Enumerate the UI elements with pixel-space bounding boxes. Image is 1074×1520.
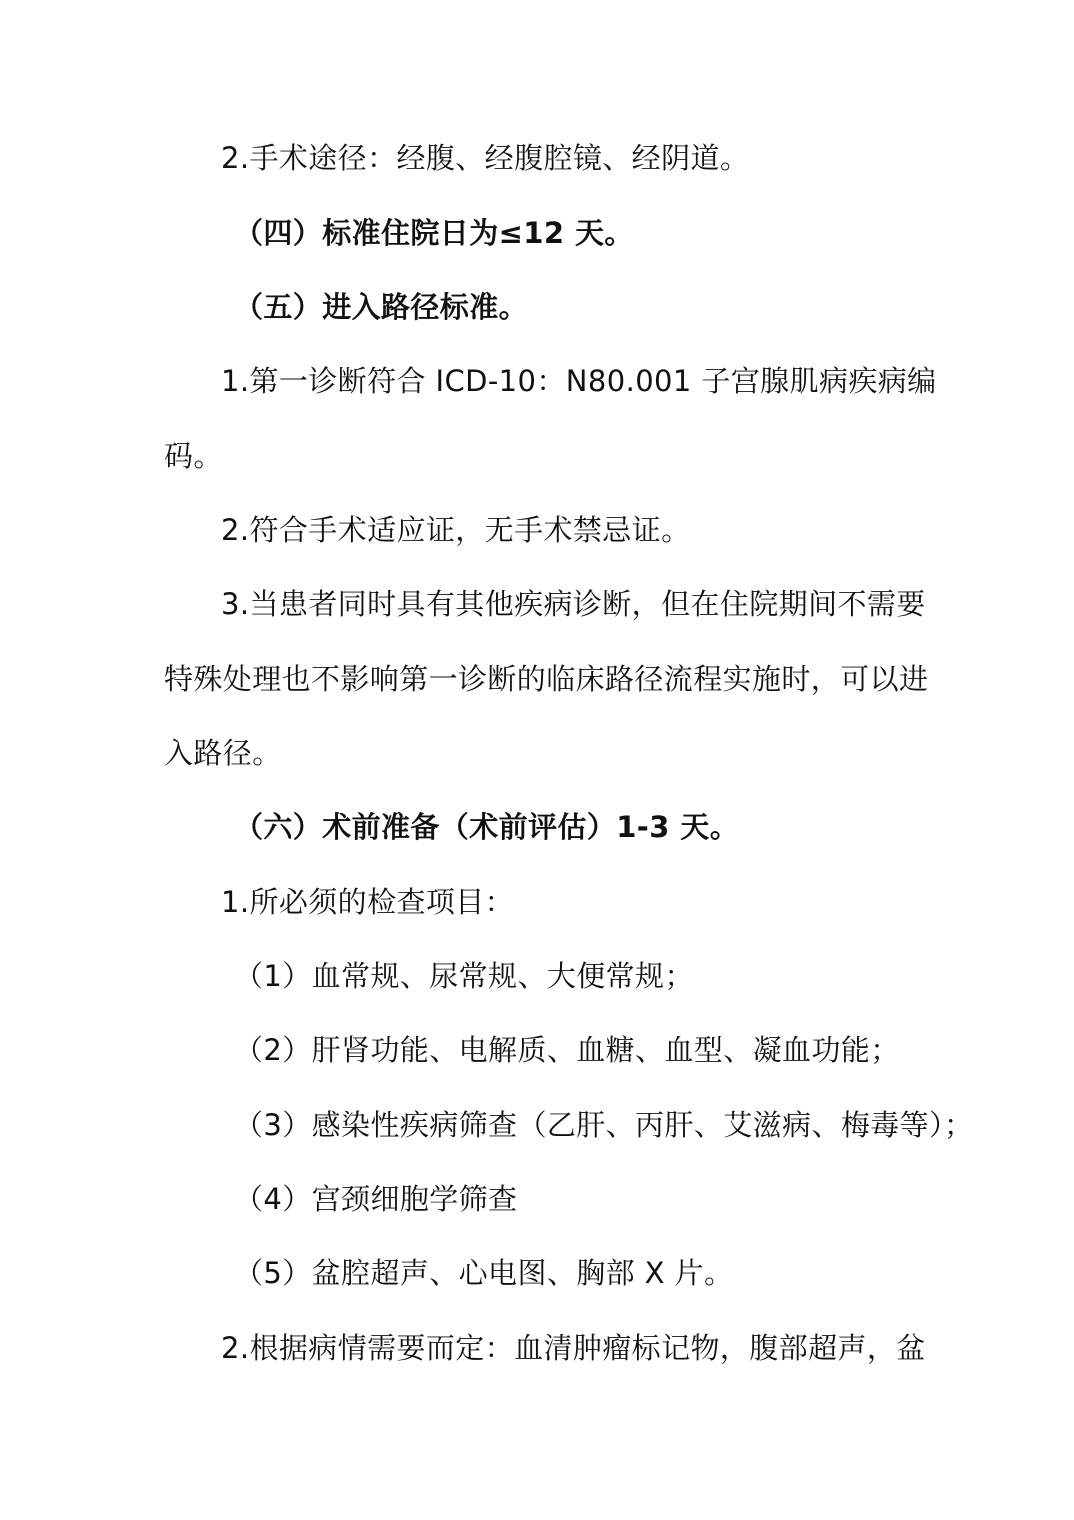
diagnosis-code-line: 1.第一诊断符合 ICD-10：N80.001 子宫腺肌病疾病编	[221, 364, 937, 398]
exam-item-5: （5）盆腔超声、心电图、胸部 X 片。	[234, 1256, 734, 1290]
exam-item-2: （2）肝肾功能、电解质、血糖、血型、凝血功能；	[234, 1033, 900, 1067]
exam-item-4: （4）宫颈细胞学筛查	[234, 1182, 518, 1216]
optional-exams-line: 2.根据病情需要而定：血清肿瘤标记物，腹部超声，盆	[221, 1331, 926, 1365]
exam-item-1: （1）血常规、尿常规、大便常规；	[234, 959, 694, 993]
section-six-heading: （六）术前准备（术前评估）1-3 天。	[234, 810, 740, 844]
section-four-heading: （四）标准住院日为≤12 天。	[234, 216, 634, 250]
section-five-heading: （五）进入路径标准。	[234, 290, 529, 324]
other-diagnosis-end: 入路径。	[164, 736, 282, 770]
surgery-approach-line: 2.手术途径：经腹、经腹腔镜、经阴道。	[221, 141, 750, 175]
other-diagnosis-line: 3.当患者同时具有其他疾病诊断，但在住院期间不需要	[221, 587, 926, 621]
other-diagnosis-continuation: 特殊处理也不影响第一诊断的临床路径流程实施时，可以进	[164, 662, 929, 696]
required-exams-heading: 1.所必须的检查项目：	[221, 885, 515, 919]
exam-item-3: （3）感染性疾病筛查（乙肝、丙肝、艾滋病、梅毒等）；	[234, 1108, 974, 1142]
diagnosis-code-continuation: 码。	[164, 439, 223, 473]
surgery-indication-line: 2.符合手术适应证，无手术禁忌证。	[221, 513, 691, 547]
